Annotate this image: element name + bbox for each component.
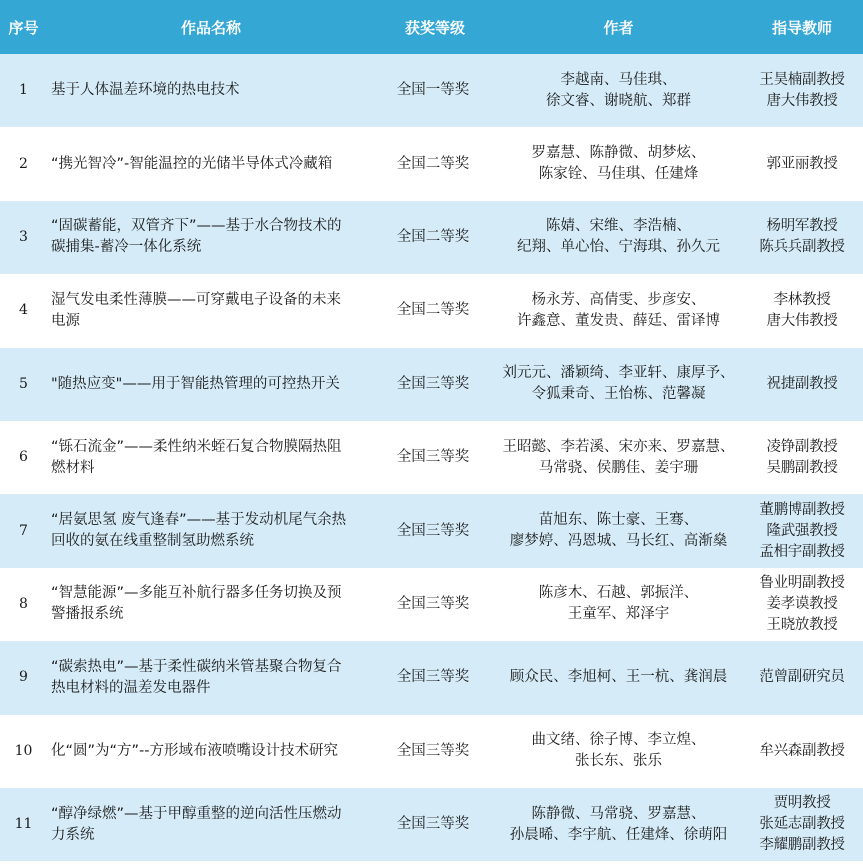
header-advisors: 指导教师 [741, 0, 863, 54]
header-index: 序号 [0, 0, 47, 54]
row-authors [496, 494, 741, 567]
row-award: 全国三等奖 [374, 568, 496, 641]
author-line: 张长东、张乐 [575, 753, 662, 770]
advisor-name: 隆武强教授 [766, 522, 838, 539]
row-advisors [741, 494, 863, 567]
row-authors [496, 274, 741, 347]
author-line: 罗嘉慧、陈静微、胡梦炫、 [531, 145, 706, 162]
row-advisors [741, 641, 863, 714]
advisor-name: 吴鹏副教授 [766, 459, 838, 476]
advisor-name: 范曾副研究员 [759, 669, 845, 686]
row-title: “碳索热电”—基于柔性碳纳米管基聚合物复合热电材料的温差发电器件 [47, 641, 374, 714]
row-advisors [741, 127, 863, 200]
author-line: 杨永芳、高倩雯、步彦安、 [531, 291, 706, 308]
row-award: 全国二等奖 [374, 127, 496, 200]
row-authors [496, 421, 741, 494]
row-advisors [741, 54, 863, 127]
row-advisors [741, 788, 863, 861]
advisor-name: 王晓放教授 [766, 616, 838, 633]
row-title: 基于人体温差环境的热电技术 [47, 54, 374, 127]
advisor-name: 祝捷副教授 [766, 375, 838, 392]
author-line: 马常骁、侯鹏佳、姜宇珊 [538, 459, 699, 476]
advisor-name: 鲁业明副教授 [759, 574, 845, 591]
row-title: “智慧能源”—多能互补航行器多任务切换及预警播报系统 [47, 568, 374, 641]
row-title: “携光智冷”-智能温控的光储半导体式冷藏箱 [47, 127, 374, 200]
author-line: 陈婧、宋维、李浩楠、 [546, 218, 691, 235]
row-index: 6 [0, 421, 47, 494]
row-index: 8 [0, 568, 47, 641]
row-authors [496, 715, 741, 788]
row-award: 全国三等奖 [374, 348, 496, 421]
row-title: “固碳蓄能，双管齐下”——基于水合物技术的碳捕集-蓄冷一体化系统 [47, 201, 374, 274]
row-authors [496, 127, 741, 200]
advisor-name: 郭亚丽教授 [766, 155, 838, 172]
row-authors [496, 568, 741, 641]
advisor-name: 董鹏博副教授 [759, 501, 845, 518]
row-index: 7 [0, 494, 47, 567]
row-index: 10 [0, 715, 47, 788]
author-line: 曲文绪、徐子博、李立煌、 [531, 732, 706, 749]
row-advisors [741, 715, 863, 788]
row-index: 3 [0, 201, 47, 274]
author-line: 令狐秉奇、王怡栋、范馨凝 [531, 386, 706, 403]
author-line: 王童军、郑泽宇 [567, 606, 670, 623]
row-advisors [741, 348, 863, 421]
row-title: “铄石流金”——柔性纳米蛭石复合物膜隔热阻燃材料 [47, 421, 374, 494]
row-index: 4 [0, 274, 47, 347]
advisor-name: 姜孝谟教授 [766, 595, 838, 612]
row-award: 全国三等奖 [374, 494, 496, 567]
author-line: 陈彦木、石越、郭振洋、 [538, 585, 699, 602]
row-index: 5 [0, 348, 47, 421]
row-title: “居氨思氢 废气逢春”——基于发动机尾气余热回收的氨在线重整制氢助燃系统 [47, 494, 374, 567]
row-advisors [741, 274, 863, 347]
row-title: 化“圆”为“方”--方形域布液喷嘴设计技术研究 [47, 715, 374, 788]
advisor-name: 李林教授 [773, 291, 831, 308]
row-authors [496, 201, 741, 274]
row-title: 湿气发电柔性薄膜——可穿戴电子设备的未来电源 [47, 274, 374, 347]
row-title: “醇净绿燃”—基于甲醇重整的逆向活性压燃动力系统 [47, 788, 374, 861]
row-award: 全国三等奖 [374, 641, 496, 714]
author-line: 李越南、马佳琪、 [560, 71, 677, 88]
author-line: 陈家铨、马佳琪、任建烽 [538, 166, 699, 183]
row-authors [496, 348, 741, 421]
row-award: 全国三等奖 [374, 788, 496, 861]
row-award: 全国三等奖 [374, 715, 496, 788]
row-index: 9 [0, 641, 47, 714]
header-award: 获奖等级 [374, 0, 496, 54]
author-line: 苗旭东、陈士豪、王骞、 [538, 512, 699, 529]
author-line: 陈静微、马常骁、罗嘉慧、 [531, 805, 706, 822]
row-advisors [741, 201, 863, 274]
header-authors: 作者 [496, 0, 741, 54]
row-index: 2 [0, 127, 47, 200]
advisor-name: 贾明教授 [773, 795, 831, 812]
row-award: 全国三等奖 [374, 421, 496, 494]
author-line: 顾众民、李旭柯、王一杭、龚润晨 [509, 669, 728, 686]
author-line: 廖梦婷、冯恩城、马长红、高渐燊 [509, 533, 728, 550]
author-line: 王昭懿、李若溪、宋亦来、罗嘉慧、 [502, 438, 735, 455]
row-index: 11 [0, 788, 47, 861]
row-award: 全国二等奖 [374, 201, 496, 274]
advisor-name: 杨明军教授 [766, 218, 838, 235]
row-index: 1 [0, 54, 47, 127]
author-line: 刘元元、潘颖绮、李亚轩、康厚予、 [502, 365, 735, 382]
advisor-name: 孟相宇副教授 [759, 543, 845, 560]
author-line: 许鑫意、董发贵、薛廷、雷译博 [517, 312, 720, 329]
row-authors [496, 788, 741, 861]
row-award: 全国二等奖 [374, 274, 496, 347]
row-award: 全国一等奖 [374, 54, 496, 127]
header-title: 作品名称 [47, 0, 374, 54]
advisor-name: 陈兵兵副教授 [759, 239, 845, 256]
row-authors [496, 54, 741, 127]
advisor-name: 李耀鹏副教授 [759, 837, 845, 854]
advisor-name: 牟兴森副教授 [759, 742, 845, 759]
advisor-name: 唐大伟教授 [766, 312, 838, 329]
advisor-name: 唐大伟教授 [766, 92, 838, 109]
advisor-name: 王昊楠副教授 [759, 71, 845, 88]
row-advisors [741, 421, 863, 494]
author-line: 徐文睿、谢晓航、郑群 [546, 92, 691, 109]
row-advisors [741, 568, 863, 641]
row-title: "随热应变"——用于智能热管理的可控热开关 [47, 348, 374, 421]
advisor-name: 凌铮副教授 [766, 438, 838, 455]
row-authors [496, 641, 741, 714]
advisor-name: 张延志副教授 [759, 816, 845, 833]
author-line: 纪翔、单心怡、宁海琪、孙久元 [517, 239, 720, 256]
author-line: 孙晨晞、李宇航、任建烽、徐萌阳 [509, 826, 728, 843]
